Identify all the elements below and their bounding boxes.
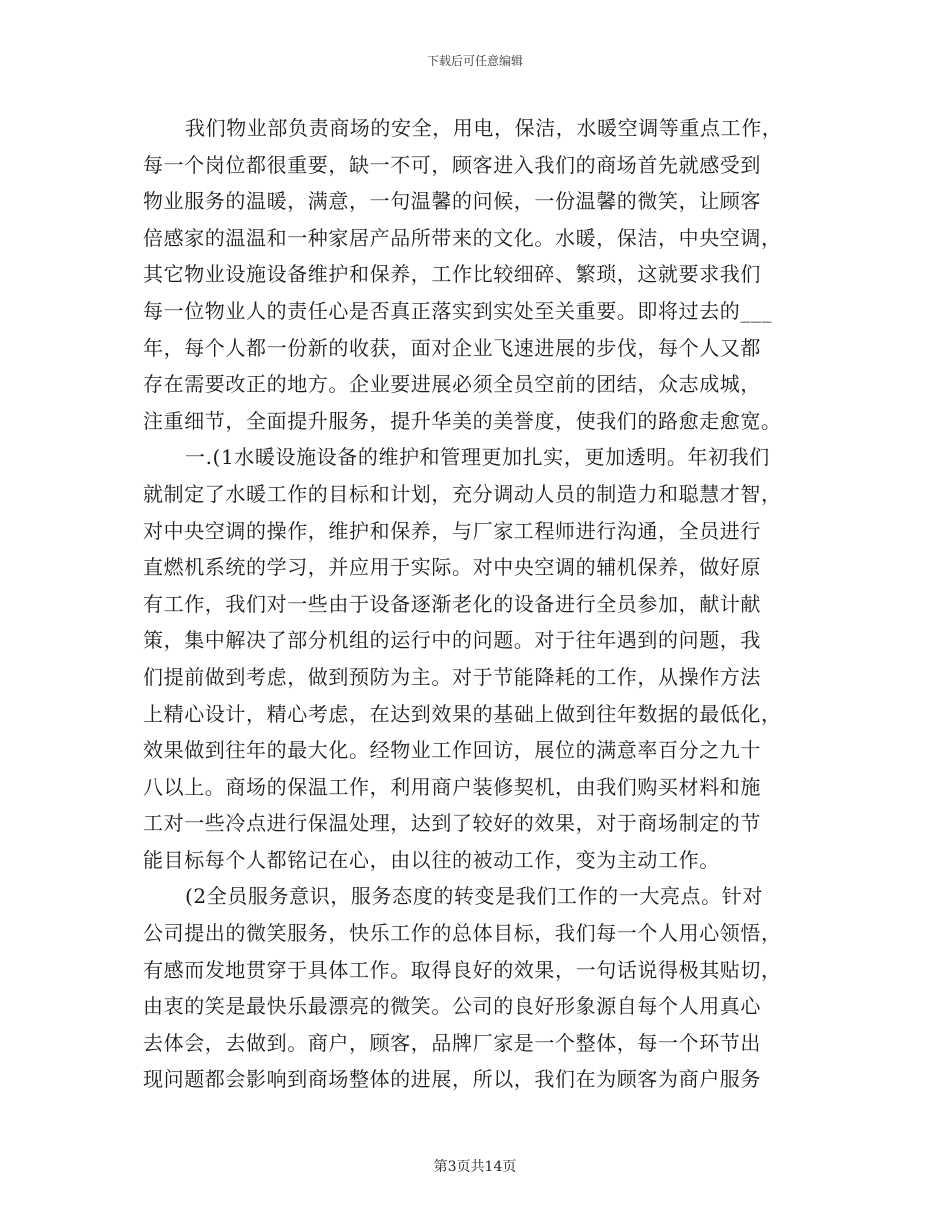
text-line: (2全员服务意识，服务态度的转变是我们工作的一大亮点。针对 bbox=[185, 884, 763, 909]
text-line: 年，每个人都一份新的收获，面对企业飞速进展的步伐，每个人又都 bbox=[143, 335, 761, 360]
text-line: 工对一些冷点进行保温处理，达到了较好的效果，对于商场制定的节 bbox=[143, 811, 761, 836]
text-line: 存在需要改正的地方。企业要进展必须全员空前的团结，众志成城， bbox=[143, 372, 761, 397]
text-line: 上精心设计，精心考虑，在达到效果的基础上做到往年数据的最低化， bbox=[143, 701, 782, 726]
text-line: 注重细节，全面提升服务，提升华美的美誉度，使我们的路愈走愈宽。 bbox=[143, 408, 782, 433]
text-line: 我们物业部负责商场的安全，用电，保洁，水暖空调等重点工作， bbox=[185, 116, 783, 140]
page-header: 下载后可任意编辑 bbox=[426, 54, 523, 68]
page-number-footer: 第3页共14页 bbox=[433, 1159, 517, 1175]
text-line: 对中央空调的操作，维护和保养，与厂家工程师进行沟通，全员进行 bbox=[143, 518, 761, 543]
text-line: 效果做到往年的最大化。经物业工作回访，展位的满意率百分之九十 bbox=[143, 738, 761, 763]
text-line: 能目标每个人都铭记在心，由以往的被动工作，变为主动工作。 bbox=[143, 847, 720, 872]
text-line: 就制定了水暖工作的目标和计划，充分调动人员的制造力和聪慧才智， bbox=[143, 481, 782, 506]
text-line: 有工作，我们对一些由于设备逐渐老化的设备进行全员参加，献计献 bbox=[143, 591, 761, 616]
text-line: 八以上。商场的保温工作，利用商户装修契机，由我们购买材料和施 bbox=[143, 774, 761, 799]
text-line: 直燃机系统的学习，并应用于实际。对中央空调的辅机保养，做好原 bbox=[143, 555, 761, 580]
text-line: 去体会，去做到。商户，顾客，品牌厂家是一个整体，每一个环节出 bbox=[143, 1030, 761, 1055]
text-line: 公司提出的微笑服务，快乐工作的总体目标，我们每一个人用心领悟， bbox=[143, 921, 782, 946]
text-line: 每一个岗位都很重要，缺一不可，顾客进入我们的商场首先就感受到 bbox=[143, 152, 761, 177]
text-line: 现问题都会影响到商场整体的进展，所以，我们在为顾客为商户服务 bbox=[143, 1067, 761, 1092]
text-line: 策，集中解决了部分机组的运行中的问题。对于往年遇到的问题，我 bbox=[143, 628, 761, 653]
text-line: 每一位物业人的责任心是否真正落实到实处至关重要。即将过去的___ bbox=[143, 298, 773, 323]
text-line: 们提前做到考虑，做到预防为主。对于节能降耗的工作，从操作方法 bbox=[143, 664, 761, 689]
text-line: 有感而发地贯穿于具体工作。取得良好的效果，一句话说得极其贴切， bbox=[143, 957, 782, 982]
text-line: 其它物业设施设备维护和保养，工作比较细碎、繁琐，这就要求我们 bbox=[143, 262, 761, 287]
text-line: 由衷的笑是最快乐最漂亮的微笑。公司的良好形象源自每个人用真心 bbox=[143, 994, 761, 1019]
document-body bbox=[143, 110, 813, 1098]
text-line: 倍感家的温温和一种家居产品所带来的文化。水暖，保洁，中央空调， bbox=[143, 225, 782, 250]
text-line: 一.(1水暖设施设备的维护和管理更加扎实，更加透明。年初我们 bbox=[185, 445, 770, 470]
text-line: 物业服务的温暖，满意，一句温馨的问候，一份温馨的微笑，让顾客 bbox=[143, 189, 761, 214]
